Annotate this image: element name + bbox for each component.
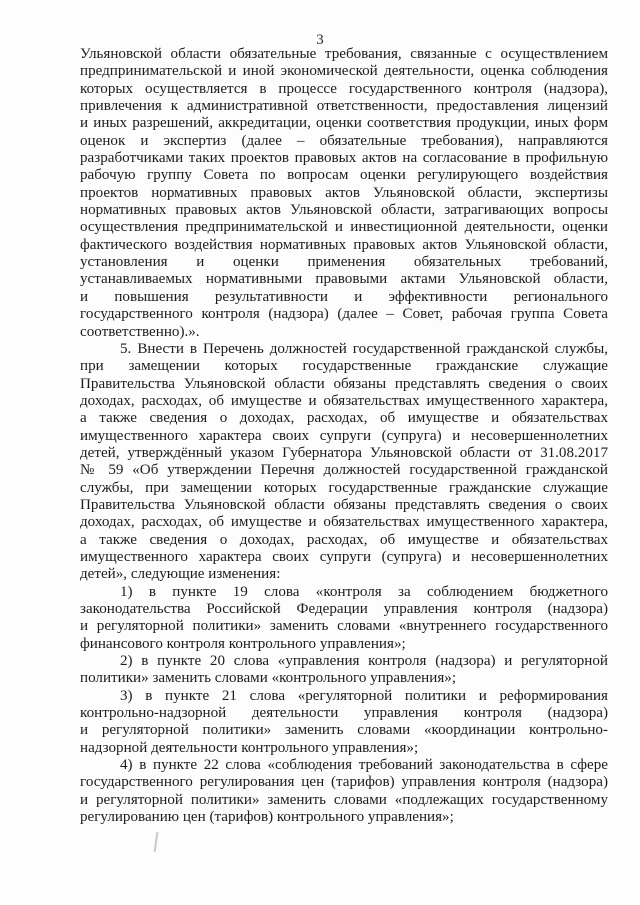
- text-line: и регуляторной политики» заменить словами «внутреннего государственного: [80, 618, 608, 635]
- text-line: осуществления предпринимательской и инвестиционной деятельности, оценки: [80, 219, 608, 236]
- text-line: государственного контроля (надзора) (далее – Совет, рабочая группа Совета: [80, 306, 608, 323]
- text-line: и повышения результативности и эффективности регионального: [80, 288, 608, 305]
- text-line: при замещении которых государственные гражданские служащие: [80, 358, 608, 375]
- text-line: доходах, расходах, об имуществе и обязательствах имущественного характера,: [80, 514, 608, 531]
- text-line: и регуляторной политики» заменить словами «подлежащих государственному: [80, 791, 608, 808]
- text-line: имущественного характера своих супруги (супруга) и несовершеннолетних: [80, 548, 608, 565]
- text-line: рабочую группу Совета по вопросам оценки регулирующего воздействия: [80, 167, 608, 184]
- text-line: 2) в пункте 20 слова «управления контроля (надзора) и регуляторной: [120, 653, 608, 670]
- text-line: которых осуществляется в процессе государственного контроля (надзора),: [80, 80, 608, 97]
- text-line: имущественного характера своих супруги (супруга) и несовершеннолетних: [80, 427, 608, 444]
- text-line: и иных разрешений, аккредитации, оценки соответствия продукции, иных форм: [80, 115, 608, 132]
- text-line: нормативных правовых актов Ульяновской области, затрагивающих вопросы: [80, 202, 608, 219]
- text-line: проектов нормативных правовых актов Ульяновской области, экспертизы: [80, 184, 608, 201]
- text-line: устанавливаемых нормативными правовыми актами Ульяновской области,: [80, 271, 608, 288]
- text-line: Правительства Ульяновской области обязаны представлять сведения о своих: [80, 375, 608, 392]
- text-line: доходах, расходах, об имуществе и обязательствах имущественного характера,: [80, 392, 608, 409]
- text-line: фактического воздействия нормативных правовых актов Ульяновской области,: [80, 236, 608, 253]
- text-line: и регуляторной политики» заменить словами «координации контрольно-: [80, 722, 608, 739]
- text-line: предпринимательской и иной экономической деятельности, оценка соблюдения: [80, 63, 608, 80]
- document-body: [80, 46, 608, 826]
- text-line: законодательства Российской Федерации управления контроля (надзора): [80, 601, 608, 617]
- text-line: соответственно).».: [80, 323, 200, 340]
- scan-artifact: [154, 832, 159, 852]
- text-line: 1) в пункте 19 слова «контроля за соблюдением бюджетного: [120, 583, 608, 600]
- text-line: разработчиками таких проектов правовых актов на согласование в профильную: [80, 150, 608, 167]
- text-line: привлечения к административной ответственности, предоставления лицензий: [80, 98, 608, 115]
- text-line: 4) в пункте 22 слова «соблюдения требований законодательства в сфере: [120, 757, 608, 774]
- text-line: детей», следующие изменения:: [80, 566, 281, 583]
- text-line: а также сведения о доходах, расходах, об имуществе и обязательствах: [80, 531, 608, 548]
- text-line: регулированию цен (тарифов) контрольного управления»;: [80, 809, 454, 826]
- text-line: контрольно-надзорной деятельности управления контроля (надзора): [80, 705, 608, 722]
- text-line: финансового контроля контрольного управления»;: [80, 635, 406, 652]
- text-line: Правительства Ульяновской области обязаны представлять сведения о своих: [80, 496, 608, 513]
- text-line: оценок и экспертиз (далее – обязательные требования), направляются: [80, 132, 608, 149]
- text-line: надзорной деятельности контрольного управления»;: [80, 739, 419, 756]
- text-line: а также сведения о доходах, расходах, об имуществе и обязательствах: [80, 410, 608, 427]
- text-line: государственного регулирования цен (тарифов) управления контроля (надзора): [80, 774, 608, 791]
- text-line: 3) в пункте 21 слова «регуляторной политики и реформирования: [120, 687, 608, 704]
- text-line: установления и оценки применения обязательных требований,: [80, 254, 608, 271]
- text-line: службы, при замещении которых государственные гражданские служащие: [80, 479, 608, 496]
- page-number: 3: [316, 32, 324, 48]
- text-line: детей, утверждённый указом Губернатора Ульяновской области от 31.08.2017: [80, 444, 608, 461]
- text-line: политики» заменить словами «контрольного управления»;: [80, 670, 457, 687]
- text-line: Ульяновской области обязательные требования, связанные с осуществлением: [80, 46, 608, 62]
- text-line: № 59 «Об утверждении Перечня должностей государственной гражданской: [80, 462, 608, 479]
- text-line: 5. Внести в Перечень должностей государственной гражданской службы,: [120, 340, 608, 357]
